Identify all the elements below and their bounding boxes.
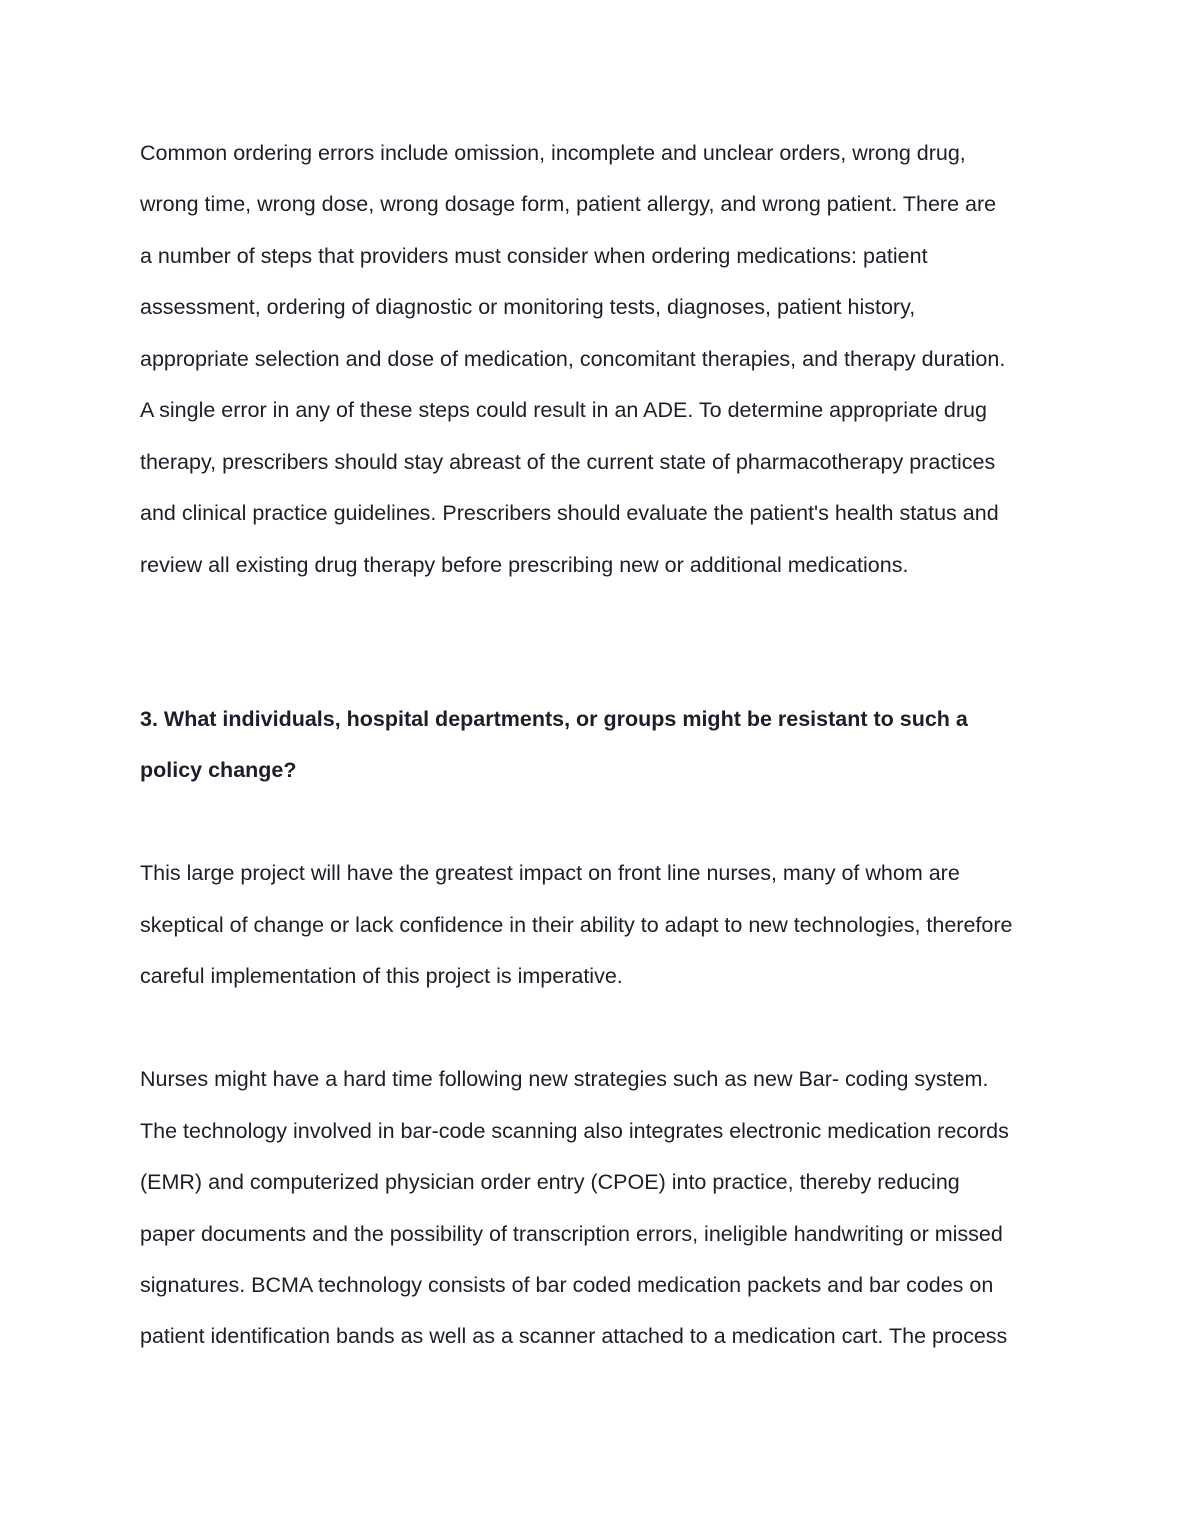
paragraph-2-line: skeptical of change or lack confidence in their ability to adapt to new technologies, therefore (140, 913, 1013, 937)
paragraph-1-line: wrong time, wrong dose, wrong dosage form, patient allergy, and wrong patient. There are (140, 192, 997, 216)
paragraph-1-line: Common ordering errors include omission, incomplete and unclear orders, wrong drug, (140, 141, 966, 165)
paragraph-3-line: signatures. BCMA technology consists of bar coded medication packets and bar codes on (140, 1273, 994, 1297)
paragraph-2-line: careful implementation of this project is imperative. (140, 964, 623, 988)
paragraph-1-line: assessment, ordering of diagnostic or monitoring tests, diagnoses, patient history, (140, 295, 916, 319)
paragraph-1-line: appropriate selection and dose of medication, concomitant therapies, and therapy duration. (140, 347, 1006, 371)
paragraph-1-line: and clinical practice guidelines. Prescribers should evaluate the patient's health status and (140, 501, 999, 525)
paragraph-3-line: patient identification bands as well as a scanner attached to a medication cart. The process (140, 1324, 1008, 1348)
question-3-heading-line: policy change? (140, 758, 297, 782)
paragraph-1-line: A single error in any of these steps could result in an ADE. To determine appropriate drug (140, 398, 987, 422)
paragraph-1-line: therapy, prescribers should stay abreast of the current state of pharmacotherapy practices (140, 450, 996, 474)
paragraph-2-line: This large project will have the greatest impact on front line nurses, many of whom are (140, 861, 960, 885)
paragraph-3-line: The technology involved in bar-code scanning also integrates electronic medication records (140, 1119, 1009, 1143)
paragraph-3-line: Nurses might have a hard time following new strategies such as new Bar- coding system. (140, 1067, 989, 1091)
question-3-heading-line: 3. What individuals, hospital departments, or groups might be resistant to such a (140, 707, 968, 731)
paragraph-1-line: a number of steps that providers must consider when ordering medications: patient (140, 244, 928, 268)
paragraph-1-line: review all existing drug therapy before prescribing new or additional medications. (140, 553, 909, 577)
paragraph-3-line: (EMR) and computerized physician order entry (CPOE) into practice, thereby reducing (140, 1170, 960, 1194)
paragraph-3-line: paper documents and the possibility of transcription errors, ineligible handwriting or missed (140, 1222, 1003, 1246)
